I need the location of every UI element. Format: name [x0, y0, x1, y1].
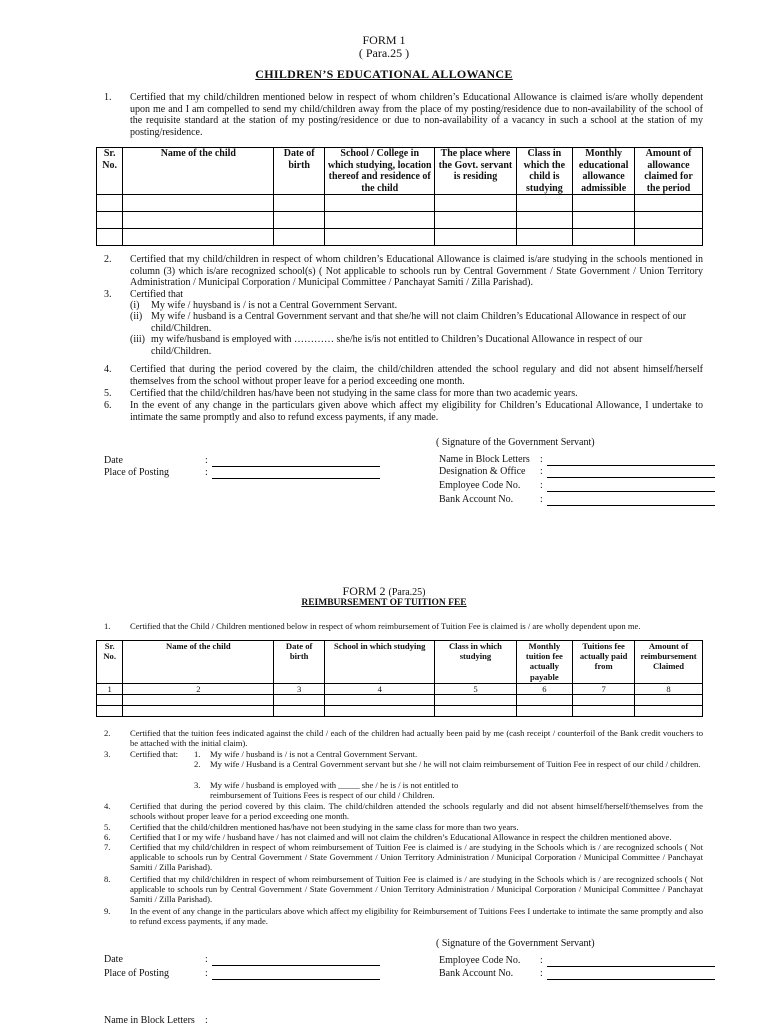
form2-item-number: 4. — [104, 801, 111, 811]
form2-item-text: Certified that my child/children in respect of whom reimbursement of Tuition Fee is claimed is / are studying in the Schools which is / are recognized schools ( Not applicable to schools run by Central Government / State Government / Union Territory Administration / Municipal Corporation / Municipal Committee / Panchayat Samiti / Zilla Parishad). — [130, 842, 703, 873]
form2-item-text: Certified that: — [130, 749, 178, 759]
document-page: FORM 1 ( Para.25 ) CHILDREN’S EDUCATIONAL ALLOWANCE 1. Certified that my child/children mentioned below in respect of whom children’s Educational Allowance is claimed is/are wholly dependent upon me and I am compelled to send my child/children away from the place of my posting/residence due to non-availability of the school of the requisite standard at the station of my posting/residence or due to non-availability of a vacancy in such a school at the station of my posting/residence. Sr. No. Name of the child Date of birth School / College in which studying, location thereof and residence of the child The place where the Govt. servant is residing Class in which the child is studying Monthly educational allowance admissible Amount of allowance claimed for the period 2. Certified that my child/children in respect of whom children’s Educational Allowance is claimed is/are studying in the schools mentioned in column (3) which is/are recognized school(s) ( Not applicable to schools run by Central Government / State Government / Union Territory Administration / Municipal Corporation / Municipal Committee / Panchayat Samiti / Zilla Parishad). 3. Certified that (i) My wife / huysband is / is not a Central Government Servant. (ii) My wife / husband is a Central Government servant and that she/he will not claim Children’s Educational Allowance in respect of our child/Children. (iii) my wife/husband is employed with ………… she/he is/is not entitled to Children’s Ducational Allowance in respect of our child/Children. 4. Certified that during the period covered by the claim, the child/children attended the school regulary and did not absent himself/herself themselves from the school without proper leave for a period exceeding one month. 5. Certified that the child/children has/have been not studying in the same class for more than two academic years. 6. In the event of any change in the particulars given above which affect my eligibility for Children’s Educational Allowance, I undertake to intimate the same promptly and also to refund excess payments, if any made. ( Signature of the Government Servant) Date : Place of Posting : Name in Block Letters : Designation & Office : Employee Code No. : Bank Account No. : FORM 2 (Para.25) REIMBURSEMENT OF TUITION FEE 1. Certified that the Child / Children mentioned below in respect of whom reimbursement of Tuition Fee is claimed is / are wholly dependent upon me. Sr. No. Name of the child Date of birth School in which studying Class in which studying Monthly tuition fee actually payable Tuitions fee actually paid from Amount of reimbursement Claimed 1 2 3 4 5 6 7 8 2. Certified that the tuition fees indicated against the child / each of the children had actually been paid by me (cash receipt / counterfoil of the Bank credit vouchers to be attached with the initial claim). 3. Certified that: 1. My wife / husband is / is not a Central Government Servant. 2. My wife / Husband is a Central Government servant but she / he will not claim reimbursement of Tuition Fee in respect of our child / children. 3. My wife / husband is employed with _____ she / he is / is not entitled to reimbursement of Tuitions Fees is respect of our child / Children. 4. Certified that during the period covered by this claim. The child/children attended the schools regularly and did not absent himself/herself/themselves from the schools without proper leave for a period exceeding one month. 5. Certified that the child/children mentioned has/have not been studying in the same class for more than two years. 6. Certified that I or my wife / husband have / has not claimed and will not claim the children’s Educational Allowance in respect the children mentioned above. 7. Certified that my child/children in respect of whom reimbursement of Tuition Fee is claimed is / are studying in the Schools which is / are recognized schools ( Not applicable to schools run by Central Government / State Government / Union Territory Administration / Municipal Corporation / Municipal Committee / Panchayat Samiti / Zilla Parishad). 8. Certified that my child/children in respect of whom reimbursement of Tuition Fee is claimed is / are studying in the Schools which is / are recognized schools ( Not applicable to schools run by Central Government / State Government / Union Territory Administration / Municipal Corporation / Municipal Committee / Panchayat Samiti / Zilla Parishad). 9. In the event of any change in the particulars above which affect my eligibility for Reimbursement of Tuitions Fees I undertake to intimate the same promptly and also to refund excess payments, if any made. ( Signature of the Government Servant) Date : Place of Posting : Name in Block Letters : Employee Code No. : Bank Account No. : — [0, 0, 768, 1024]
form1-item-number: 4. — [104, 364, 112, 375]
form1-sub-text: My wife / husband is a Central Government servant and that she/he will not claim Children’s Educational Allowance in respect of our child/Children. — [151, 311, 687, 334]
form1-title: FORM 1 — [362, 33, 406, 47]
form2-item-number: 3. — [104, 749, 111, 759]
column-header: Amount of reimbursement Claimed — [635, 641, 703, 684]
column-header: Date of birth — [274, 148, 325, 195]
column-header: Amount of allowance claimed for the period — [635, 148, 703, 195]
form2-item-number: 5. — [104, 822, 111, 832]
column-header: The place where the Govt. servant is residing — [435, 148, 516, 195]
form2-para: (Para.25) — [388, 587, 426, 598]
form1-name-field[interactable] — [547, 465, 715, 466]
column-header: Class in which studying — [435, 641, 516, 684]
form2-sub-number: 2. — [194, 759, 201, 769]
form2-item-1: Certified that the Child / Children mentioned below in respect of whom reimbursement of Tuition Fee is claimed is / are wholly dependent upon me. — [130, 621, 641, 631]
form1-item-text: Certified that my child/children mentioned below in respect of whom children’s Educational Allowance is claimed is/are wholly dependent upon me and I am compelled to send my child/children away from the place of my posting/residence due to non-availability of the school of the requisite standard at the station of my posting/residence or due to non-availability of a vacancy in such a school at the station of my posting/residence. — [130, 92, 703, 138]
form1-item-text: Certified that during the period covered by the claim, the child/children attended the school regulary and did not absent himself/herself themselves from the school without proper leave for a period exceeding one month. — [130, 364, 703, 387]
form2-item-number: 8. — [104, 874, 111, 884]
form1-item-number: 2. — [104, 254, 112, 265]
column-number: 5 — [435, 684, 516, 695]
form2-sub-number: 3. — [194, 780, 201, 790]
form1-item-number: 5. — [104, 388, 112, 399]
column-header: School in which studying — [324, 641, 434, 684]
table-header-row — [97, 148, 703, 195]
form1-date-field[interactable] — [212, 466, 380, 467]
form2-heading: REIMBURSEMENT OF TUITION FEE — [301, 598, 467, 608]
form2-title-line — [0, 584, 768, 599]
form1-sub-number: (ii) — [130, 311, 143, 322]
column-header: Name of the child — [123, 641, 274, 684]
column-header: Class in which the child is studying — [516, 148, 573, 195]
column-number: 7 — [573, 684, 635, 695]
form2-title: FORM 2 — [342, 584, 386, 598]
form1-name-label: Name in Block Letters — [439, 454, 530, 465]
form1-item-text: Certified that — [130, 289, 184, 300]
form1-item-number: 1. — [104, 92, 112, 103]
column-header: School / College in which studying, location thereof and residence of the child — [324, 148, 434, 195]
form2-sub-text: My wife / husband is / is not a Central Government Servant. — [210, 749, 418, 759]
form2-sub-number: 1. — [194, 749, 201, 759]
form2-place-field[interactable] — [212, 979, 380, 980]
form1-designation-label: Designation & Office — [439, 466, 526, 477]
form1-signature-label: ( Signature of the Government Servant) — [436, 437, 595, 448]
form2-employee-code-field[interactable] — [547, 966, 715, 967]
form1-sub-number: (iii) — [130, 334, 145, 345]
column-header: Sr. No. — [97, 641, 123, 684]
table-row[interactable] — [97, 212, 703, 229]
column-header: Name of the child — [123, 148, 274, 195]
column-header: Date of birth — [274, 641, 325, 684]
form2-item-text: Certified that the tuition fees indicated against the child / each of the children had actually been paid by me (cash receipt / counterfoil of the Bank credit vouchers to be attached with the initial claim). — [130, 728, 703, 749]
form1-date-label: Date — [104, 455, 123, 466]
form2-bank-account-label: Bank Account No. — [439, 968, 514, 979]
form1-employee-code-field[interactable] — [547, 491, 715, 492]
form2-employee-code-label: Employee Code No. — [439, 955, 521, 966]
form2-item-number: 2. — [104, 728, 111, 738]
form1-item-text: In the event of any change in the particulars given above which affect my eligibility for Children’s Educational Allowance, I undertake to intimate the same promptly and also to refund excess payments, if any made. — [130, 400, 703, 423]
form1-place-label: Place of Posting — [104, 467, 169, 478]
form1-employee-code-label: Employee Code No. — [439, 480, 521, 491]
form1-heading: CHILDREN’S EDUCATIONAL ALLOWANCE — [255, 67, 513, 81]
table-header-row — [97, 641, 703, 684]
form2-name-label: Name in Block Letters — [104, 1015, 195, 1026]
form2-date-label: Date — [104, 954, 123, 965]
form1-item-number: 3. — [104, 289, 112, 300]
form2-place-label: Place of Posting — [104, 968, 169, 979]
form1-para: ( Para.25 ) — [358, 46, 410, 60]
form1-sub-text: my wife/husband is employed with ………… she/he is/is not entitled to Children’s Ducational Allowance in respect of our child/Children. — [151, 334, 643, 357]
column-header: Monthly educational allowance admissible — [573, 148, 635, 195]
form2-item-text: Certified that the child/children mentioned has/have not been studying in the same class for more than two years. — [130, 822, 519, 832]
form1-bank-account-field[interactable] — [547, 505, 715, 506]
table-row[interactable] — [97, 695, 703, 706]
form2-item-text: Certified that I or my wife / husband have / has not claimed and will not claim the children’s Educational Allowance in respect the children mentioned above. — [130, 832, 672, 842]
column-header: Tuitions fee actually paid from — [573, 641, 635, 684]
form2-item-number: 7. — [104, 842, 111, 852]
form2-date-field[interactable] — [212, 965, 380, 966]
column-number: 1 — [97, 684, 123, 695]
form1-designation-field[interactable] — [547, 477, 715, 478]
form2-item-number: 6. — [104, 832, 111, 842]
column-header: Monthly tuition fee actually payable — [516, 641, 573, 684]
table-row[interactable] — [97, 195, 703, 212]
column-number-row — [97, 684, 703, 695]
form1-table — [96, 147, 703, 246]
form1-bank-account-label: Bank Account No. — [439, 494, 514, 505]
form2-item-text: In the event of any change in the particulars above which affect my eligibility for Reimbursement of Tuitions Fees I undertake to intimate the same promptly and also to refund excess payments, if any made. — [130, 906, 703, 927]
column-number: 6 — [516, 684, 573, 695]
table-row[interactable] — [97, 706, 703, 717]
form1-item-text: Certified that the child/children has/have been not studying in the same class for more than two academic years. — [130, 388, 578, 399]
form2-item-text: Certified that my child/children in respect of whom reimbursement of Tuition Fee is claimed is / are studying in the Schools which is / are recognized schools ( Not applicable to schools run by Central Government / State Government / Union Territory Administration / Municipal Corporation / Municipal Committee / Panchayat Samiti / Zilla Parishad). — [130, 874, 703, 905]
form1-item-number: 6. — [104, 400, 112, 411]
form1-place-field[interactable] — [212, 478, 380, 479]
form1-sub-number: (i) — [130, 300, 140, 311]
form2-item-text: Certified that during the period covered by this claim. The child/children attended the schools regularly and did not absent himself/herself/themselves from the schools without proper leave for a period exceeding one month. — [130, 801, 703, 822]
form2-item-number: 9. — [104, 906, 111, 916]
form2-table — [96, 640, 703, 717]
form2-sub-text: My wife / husband is employed with _____ she / he is / is not entitled to reimbursement of Tuitions Fees is respect of our child / Children. — [210, 780, 459, 801]
column-number: 2 — [123, 684, 274, 695]
form2-sub-text: My wife / Husband is a Central Government servant but she / he will not claim reimbursement of Tuition Fee in respect of our child / children. — [210, 759, 701, 769]
form1-sub-text: My wife / huysband is / is not a Central Government Servant. — [151, 300, 398, 311]
form1-item-text: Certified that my child/children in respect of whom children’s Educational Allowance is claimed is/are studying in the schools mentioned in column (3) which is/are recognized school(s) ( Not applicable to schools run by Central Government / State Government / Union Territory Administration / Municipal Corporation / Municipal Committee / Panchayat Samiti / Zilla Parishad). — [130, 254, 703, 288]
form2-signature-label: ( Signature of the Government Servant) — [436, 938, 595, 949]
column-number: 8 — [635, 684, 703, 695]
form2-bank-account-field[interactable] — [547, 979, 715, 980]
column-number: 3 — [274, 684, 325, 695]
column-number: 4 — [324, 684, 434, 695]
column-header: Sr. No. — [97, 148, 123, 195]
table-row[interactable] — [97, 229, 703, 246]
